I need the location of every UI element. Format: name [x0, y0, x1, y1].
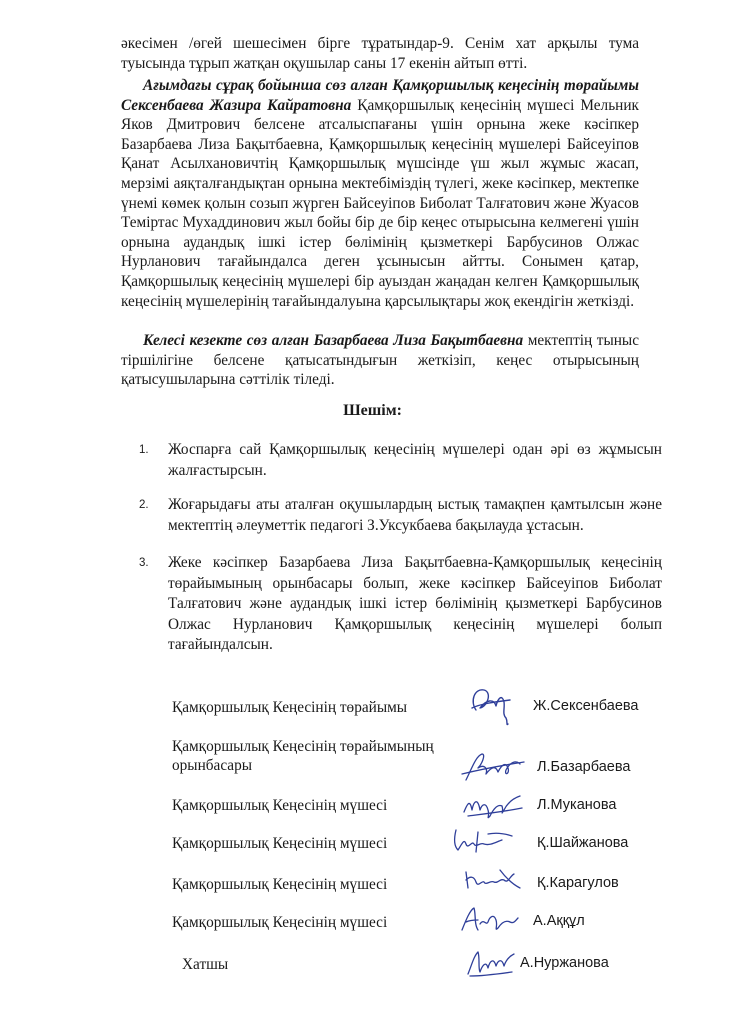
signatory-title: Қамқоршылық Кеңесінің мүшесі	[172, 797, 388, 814]
handwritten-signature	[458, 786, 530, 824]
decision-item-text: Жоспарға сай Қамқоршылық кеңесінің мүшелері одан әрі өз жұмысын жалғастырсын.	[168, 441, 662, 479]
signatory-name: Ж.Сексенбаева	[533, 698, 639, 714]
decision-heading: Шешім:	[343, 402, 402, 419]
handwritten-signature	[462, 942, 522, 982]
signatory-name: Қ.Карагулов	[537, 875, 619, 891]
paragraph-next-speaker	[121, 331, 639, 390]
handwritten-signature	[460, 862, 526, 896]
signatory-title: Қамқоршылық Кеңесінің мүшесі	[172, 876, 388, 893]
decision-item-number: 3.	[139, 557, 149, 569]
paragraph-text: мектептің тыныс тіршілігіне белсене қатысатындығын жеткізіп, кеңес отырысының қатысушыларына сәттілік тіледі.	[121, 332, 639, 389]
decision-item-text: Жоғарыдағы аты аталған оқушылардың ыстық тамақпен қамтылсын және мектептің әлеуметтік педагогі З.Уксукбаева бақылауда ұстасын.	[168, 496, 662, 534]
signatory-title: Хатшы	[182, 956, 229, 973]
signatory-name: Қ.Шайжанова	[537, 835, 629, 851]
decision-item	[139, 553, 662, 656]
signatory-name: А.Аққұл	[533, 913, 585, 929]
decision-item-text: Жеке кәсіпкер Базарбаева Лиза Бақытбаевна-Қамқоршылық кеңесінің төрайымының орынбасары болып, жеке кәсіпкер Байсеуіпов Биболат Талғатович және аудандық ішкі істер бөлімінің қызметкері Барбусинов Олжас Нурланович Қамқоршылық кеңесінің мүшелері болып тағайындалсын.	[168, 554, 662, 653]
handwritten-signature	[456, 900, 524, 940]
signatory-title: Қамқоршылық Кеңесінің төрайымы	[172, 699, 408, 716]
paragraph-chair-speech	[121, 76, 639, 311]
signatory-title: Қамқоршылық Кеңесінің төрайымының орынбасары	[172, 738, 434, 774]
decision-item-number: 2.	[139, 499, 149, 511]
paragraph-continuation	[121, 34, 639, 73]
speaker-bold-text: Келесі кезекте сөз алған Базарбаева Лиза Бақытбаевна	[143, 332, 524, 349]
signatory-name: А.Нуржанова	[520, 955, 609, 971]
paragraph-text: Қамқоршылық кеңесінің мүшесі Мельник Яков Дмитрович белсене атсалыспағаны үшін орнына жеке кәсіпкер Базарбаева Лиза Бақытбаевна, Қамқоршылық кеңесінің мүшелері Байсеуіпов Қанат Асылхановичтің Қамқоршылық мүшсінде үш жыл жұмыс жасап, мерзімі аяқталғандықтан орнына мектебіміздің түлегі, жеке кәсіпкер, мектепке үнемі көмек қолын созып жүрген Байсеуіпов Биболат Талғатович және Жуасов Теміртас Мухаддинович жыл бойы бір де бір кеңес отырысына келмегені үшін орнына аудандық ішкі істер бөлімінің қызметкері Барбусинов Олжас Нурланович тағайындалса деген ұсынысын айтты. Сонымен қатар, Қамқоршылық кеңесінің мүшелері бір ауыздан жаңадан келген Қамқоршылық кеңесінің мүшелерінің тағайындалуына қарсылықтары жоқ екендігін жеткізді.	[121, 96, 639, 310]
signatory-title: Қамқоршылық Кеңесінің мүшесі	[172, 835, 388, 852]
signatory-name: Л.Муканова	[537, 797, 617, 813]
speaker-bold-text: Ағымдағы сұрақ бойынша сөз алған Қамқоршылық кеңесінің төрайымы Сексенбаева Жазира Кайратовна	[121, 77, 639, 114]
handwritten-signature	[462, 680, 522, 728]
decision-item-number: 1.	[139, 444, 149, 456]
paragraph-text: әкесімен /өгей шешесімен бірге тұратындар-9. Сенім хат арқылы тума туысында тұрып жатқан оқушылар саны 17 екенін айтып өтті.	[121, 35, 639, 72]
decision-item	[139, 440, 662, 481]
handwritten-signature	[448, 822, 520, 858]
handwritten-signature	[458, 748, 530, 786]
signatory-title: Қамқоршылық Кеңесінің мүшесі	[172, 914, 388, 931]
decision-item	[139, 495, 662, 536]
signatory-name: Л.Базарбаева	[537, 759, 631, 775]
